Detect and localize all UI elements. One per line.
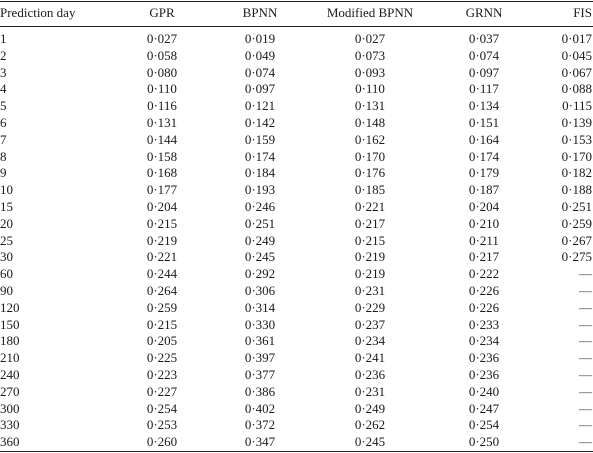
cell-fis: 0·017 — [561, 31, 592, 46]
header-fis: FIS — [573, 5, 592, 20]
cell-grnn: 0·187 — [468, 182, 500, 197]
cell-bpnn: 0·121 — [244, 98, 276, 113]
cell-bpnn: 0·074 — [244, 65, 276, 80]
cell-day: 20 — [0, 216, 13, 231]
cell-grnn: 0·240 — [468, 384, 500, 399]
top-rule — [0, 1, 593, 2]
cell-gpr: 0·219 — [146, 233, 178, 248]
cell-grnn: 0·226 — [468, 300, 500, 315]
cell-gpr: 0·259 — [146, 300, 178, 315]
cell-bpnn: 0·292 — [244, 266, 276, 281]
cell-day: 360 — [0, 434, 20, 449]
cell-fis: — — [579, 333, 592, 348]
cell-fis: 0·275 — [561, 249, 592, 264]
cell-fis: 0·115 — [562, 98, 592, 113]
cell-modified-bpnn: 0·148 — [354, 115, 386, 130]
cell-gpr: 0·158 — [146, 149, 178, 164]
cell-day: 25 — [0, 233, 13, 248]
cell-bpnn: 0·372 — [244, 417, 276, 432]
cell-fis: — — [579, 300, 592, 315]
cell-fis: 0·170 — [561, 149, 592, 164]
cell-bpnn: 0·347 — [244, 434, 276, 449]
cell-grnn: 0·134 — [468, 98, 500, 113]
cell-day: 120 — [0, 300, 20, 315]
cell-fis: 0·139 — [561, 115, 592, 130]
cell-bpnn: 0·314 — [244, 300, 276, 315]
cell-gpr: 0·254 — [146, 401, 178, 416]
cell-gpr: 0·205 — [146, 333, 178, 348]
cell-day: 240 — [0, 367, 20, 382]
cell-modified-bpnn: 0·221 — [354, 199, 386, 214]
cell-gpr: 0·215 — [146, 216, 178, 231]
header-modified-bpnn: Modified BPNN — [326, 5, 414, 20]
cell-bpnn: 0·377 — [244, 367, 276, 382]
cell-gpr: 0·027 — [146, 31, 178, 46]
header-rule — [0, 26, 593, 27]
cell-gpr: 0·116 — [147, 98, 177, 113]
cell-modified-bpnn: 0·162 — [354, 132, 386, 147]
cell-grnn: 0·074 — [468, 48, 500, 63]
cell-day: 60 — [0, 266, 13, 281]
cell-fis: 0·267 — [561, 233, 592, 248]
cell-grnn: 0·204 — [468, 199, 500, 214]
cell-modified-bpnn: 0·027 — [354, 31, 386, 46]
cell-bpnn: 0·330 — [244, 317, 276, 332]
cell-bpnn: 0·159 — [244, 132, 276, 147]
cell-modified-bpnn: 0·245 — [354, 434, 386, 449]
cell-grnn: 0·211 — [469, 233, 499, 248]
cell-fis: 0·259 — [561, 216, 592, 231]
cell-fis: 0·067 — [561, 65, 592, 80]
cell-bpnn: 0·306 — [244, 283, 276, 298]
cell-fis: 0·188 — [561, 182, 592, 197]
cell-grnn: 0·226 — [468, 283, 500, 298]
cell-day: 90 — [0, 283, 13, 298]
cell-modified-bpnn: 0·176 — [354, 165, 386, 180]
cell-day: 30 — [0, 249, 13, 264]
cell-gpr: 0·215 — [146, 317, 178, 332]
cell-bpnn: 0·174 — [244, 149, 276, 164]
cell-bpnn: 0·142 — [244, 115, 276, 130]
cell-modified-bpnn: 0·093 — [354, 65, 386, 80]
cell-modified-bpnn: 0·231 — [354, 283, 386, 298]
cell-modified-bpnn: 0·237 — [354, 317, 386, 332]
cell-day: 6 — [0, 115, 7, 130]
cell-gpr: 0·264 — [146, 283, 178, 298]
cell-modified-bpnn: 0·219 — [354, 266, 386, 281]
cell-grnn: 0·247 — [468, 401, 500, 416]
cell-bpnn: 0·097 — [244, 81, 276, 96]
cell-fis: — — [579, 283, 592, 298]
cell-grnn: 0·117 — [469, 81, 499, 96]
cell-gpr: 0·244 — [146, 266, 178, 281]
cell-bpnn: 0·193 — [244, 182, 276, 197]
cell-modified-bpnn: 0·231 — [354, 384, 386, 399]
cell-fis: — — [579, 266, 592, 281]
cell-grnn: 0·097 — [468, 65, 500, 80]
cell-day: 7 — [0, 132, 7, 147]
cell-modified-bpnn: 0·249 — [354, 401, 386, 416]
cell-grnn: 0·037 — [468, 31, 500, 46]
cell-fis: 0·251 — [561, 199, 592, 214]
cell-bpnn: 0·402 — [244, 401, 276, 416]
cell-gpr: 0·225 — [146, 350, 178, 365]
cell-day: 15 — [0, 199, 13, 214]
header-gpr: GPR — [149, 5, 175, 20]
cell-gpr: 0·204 — [146, 199, 178, 214]
cell-day: 180 — [0, 333, 20, 348]
cell-day: 330 — [0, 417, 20, 432]
cell-fis: 0·088 — [561, 81, 592, 96]
cell-fis: — — [579, 384, 592, 399]
cell-gpr: 0·227 — [146, 384, 178, 399]
cell-grnn: 0·233 — [468, 317, 500, 332]
cell-day: 150 — [0, 317, 20, 332]
cell-bpnn: 0·049 — [244, 48, 276, 63]
cell-fis: — — [579, 434, 592, 449]
cell-gpr: 0·080 — [146, 65, 178, 80]
cell-fis: — — [579, 401, 592, 416]
cell-grnn: 0·179 — [468, 165, 500, 180]
cell-day: 270 — [0, 384, 20, 399]
header-day: Prediction day — [0, 5, 76, 20]
cell-fis: 0·153 — [561, 132, 592, 147]
cell-gpr: 0·131 — [146, 115, 178, 130]
cell-grnn: 0·222 — [468, 266, 500, 281]
cell-modified-bpnn: 0·131 — [354, 98, 386, 113]
header-bpnn: BPNN — [242, 5, 278, 20]
cell-bpnn: 0·019 — [244, 31, 276, 46]
cell-day: 8 — [0, 149, 7, 164]
cell-bpnn: 0·184 — [244, 165, 276, 180]
cell-grnn: 0·164 — [468, 132, 500, 147]
cell-modified-bpnn: 0·234 — [354, 333, 386, 348]
cell-grnn: 0·254 — [468, 417, 500, 432]
cell-gpr: 0·253 — [146, 417, 178, 432]
cell-fis: — — [579, 417, 592, 432]
cell-day: 1 — [0, 31, 7, 46]
cell-grnn: 0·236 — [468, 367, 500, 382]
cell-grnn: 0·210 — [468, 216, 500, 231]
cell-modified-bpnn: 0·073 — [354, 48, 386, 63]
cell-fis: 0·182 — [561, 165, 592, 180]
cell-bpnn: 0·361 — [244, 333, 276, 348]
cell-modified-bpnn: 0·262 — [354, 417, 386, 432]
cell-gpr: 0·260 — [146, 434, 178, 449]
cell-day: 2 — [0, 48, 7, 63]
cell-gpr: 0·221 — [146, 249, 178, 264]
cell-gpr: 0·144 — [146, 132, 178, 147]
cell-modified-bpnn: 0·185 — [354, 182, 386, 197]
cell-day: 4 — [0, 81, 7, 96]
cell-bpnn: 0·246 — [244, 199, 276, 214]
cell-bpnn: 0·245 — [244, 249, 276, 264]
cell-bpnn: 0·386 — [244, 384, 276, 399]
cell-modified-bpnn: 0·219 — [354, 249, 386, 264]
cell-gpr: 0·177 — [146, 182, 178, 197]
cell-grnn: 0·234 — [468, 333, 500, 348]
cell-gpr: 0·223 — [146, 367, 178, 382]
cell-gpr: 0·110 — [147, 81, 177, 96]
cell-fis: — — [579, 367, 592, 382]
cell-day: 5 — [0, 98, 7, 113]
cell-bpnn: 0·251 — [244, 216, 276, 231]
header-grnn: GRNN — [465, 5, 503, 20]
cell-fis: — — [579, 317, 592, 332]
cell-day: 9 — [0, 165, 7, 180]
cell-grnn: 0·217 — [468, 249, 500, 264]
cell-grnn: 0·151 — [468, 115, 500, 130]
cell-grnn: 0·174 — [468, 149, 500, 164]
cell-gpr: 0·168 — [146, 165, 178, 180]
cell-gpr: 0·058 — [146, 48, 178, 63]
cell-modified-bpnn: 0·236 — [354, 367, 386, 382]
cell-modified-bpnn: 0·241 — [354, 350, 386, 365]
cell-modified-bpnn: 0·215 — [354, 233, 386, 248]
cell-modified-bpnn: 0·110 — [355, 81, 385, 96]
cell-grnn: 0·250 — [468, 434, 500, 449]
cell-fis: — — [579, 350, 592, 365]
cell-day: 210 — [0, 350, 20, 365]
cell-modified-bpnn: 0·170 — [354, 149, 386, 164]
cell-grnn: 0·236 — [468, 350, 500, 365]
cell-day: 3 — [0, 65, 7, 80]
cell-modified-bpnn: 0·217 — [354, 216, 386, 231]
cell-day: 10 — [0, 182, 13, 197]
cell-bpnn: 0·397 — [244, 350, 276, 365]
cell-day: 300 — [0, 401, 20, 416]
bottom-rule — [0, 451, 593, 452]
cell-modified-bpnn: 0·229 — [354, 300, 386, 315]
cell-bpnn: 0·249 — [244, 233, 276, 248]
cell-fis: 0·045 — [561, 48, 592, 63]
